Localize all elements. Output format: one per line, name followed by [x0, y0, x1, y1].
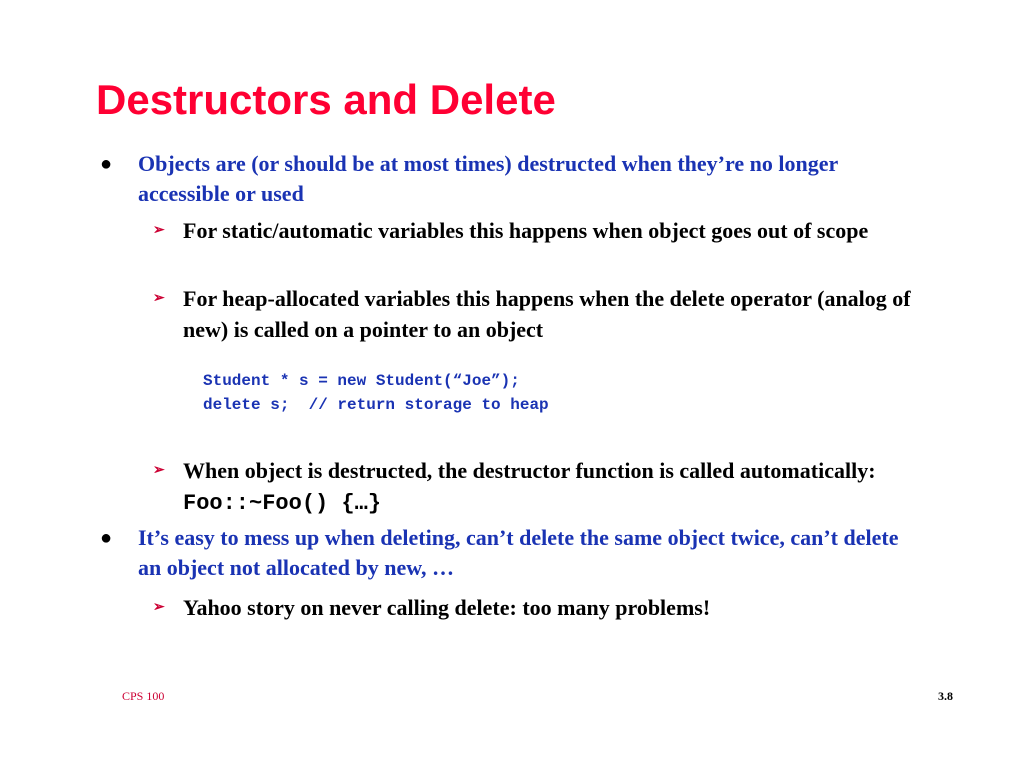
- sub-bullet-text: When object is destructed, the destructor function is called automatically:: [183, 458, 876, 483]
- bullet-text: Objects are (or should be at most times) destructed when they’re no longer accessible or used: [138, 151, 838, 206]
- sub-bullet-static-automatic: [153, 215, 923, 246]
- sub-bullet-text: For static/automatic variables this happens when object goes out of scope: [183, 218, 869, 243]
- sub-bullet-heap-allocated: [153, 283, 923, 345]
- arrow-bullet-icon: ➢: [153, 463, 165, 478]
- bullet-easy-to-mess-up: [100, 523, 918, 583]
- code-block: [203, 369, 549, 417]
- sub-bullet-text: For heap-allocated variables this happens when the delete operator (analog of new) is called on a pointer to an object: [183, 286, 911, 342]
- sub-bullet-destructor-called: [153, 455, 923, 519]
- slide-title: Destructors and Delete: [96, 76, 556, 123]
- bullet-objects-destructed: [100, 149, 918, 209]
- arrow-bullet-icon: ➢: [153, 223, 165, 238]
- bullet-dot-icon: ●: [100, 527, 113, 549]
- destructor-code: Foo::~Foo() {…}: [183, 491, 382, 516]
- footer-course-label: CPS 100: [122, 689, 165, 703]
- arrow-bullet-icon: ➢: [153, 291, 165, 306]
- arrow-bullet-icon: ➢: [153, 600, 165, 615]
- bullet-dot-icon: ●: [100, 153, 113, 175]
- sub-bullet-yahoo-story: [153, 592, 923, 623]
- code-line-1: Student * s = new Student(“Joe”);: [203, 372, 520, 390]
- bullet-text: It’s easy to mess up when deleting, can’t delete the same object twice, can’t delete an object not allocated by new, …: [138, 525, 899, 580]
- code-line-2: delete s; // return storage to heap: [203, 396, 549, 414]
- footer-slide-number: 3.8: [938, 689, 953, 703]
- sub-bullet-text: Yahoo story on never calling delete: too many problems!: [183, 595, 711, 620]
